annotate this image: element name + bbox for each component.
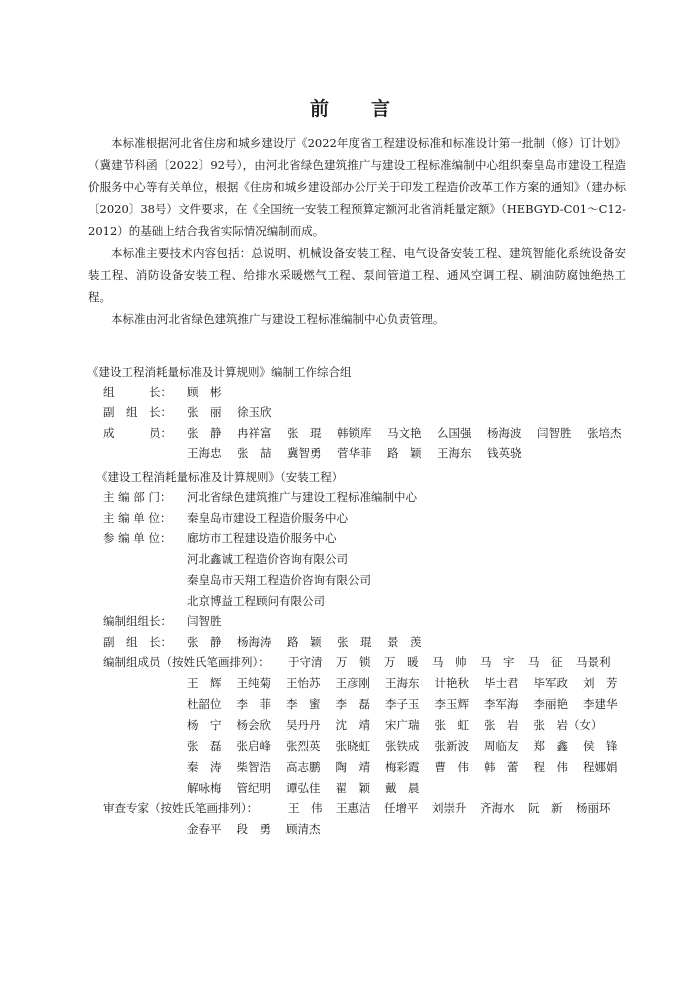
name: 张培杰	[587, 426, 622, 440]
name: 宋广瑞	[385, 718, 420, 732]
partner-4: 北京博益工程顾问有限公司	[187, 594, 325, 608]
name: 张 虹	[434, 718, 469, 732]
group1-heading: 《建设工程消耗量标准及计算规则》编制工作综合组	[87, 365, 352, 379]
name: 马 宇	[480, 655, 515, 669]
name: 李建华	[583, 697, 618, 711]
name: 韩锁库	[337, 426, 372, 440]
name: 王怡苏	[286, 676, 321, 690]
name: 王惠洁	[336, 801, 371, 815]
team-members-row	[187, 738, 633, 754]
name: 李子玉	[385, 697, 420, 711]
name: 李玉辉	[434, 697, 469, 711]
name: 菅华菲	[337, 446, 372, 460]
name: 李 磊	[335, 697, 370, 711]
name: 张铁成	[385, 739, 420, 753]
name: 解咏梅	[187, 781, 222, 795]
name: 张启峰	[236, 739, 271, 753]
name: 马 征	[528, 655, 563, 669]
group1-members-row1	[187, 425, 637, 441]
name: 王海东	[437, 446, 472, 460]
name: 周临友	[484, 739, 519, 753]
partner-2: 河北鑫诚工程造价咨询有限公司	[187, 552, 348, 566]
group1-leader-label: 组 长：	[103, 385, 172, 399]
team-members-row	[187, 717, 603, 733]
name: 张 静	[187, 426, 222, 440]
name: 沈 靖	[335, 718, 370, 732]
chief-dept-label: 主 编 部 门：	[103, 490, 172, 504]
name: 路 颖	[387, 446, 422, 460]
name: 李 蜜	[286, 697, 321, 711]
name: 闫智胜	[537, 426, 572, 440]
name: 程娜娟	[583, 760, 618, 774]
reviewers-label: 审查专家（按姓氏笔画排列）：	[103, 801, 259, 815]
name: 顾清杰	[286, 822, 321, 836]
name: 张 静	[187, 635, 222, 649]
name: 刘 芳	[583, 676, 618, 690]
name: 路 颖	[287, 635, 322, 649]
name: 刘崇升	[432, 801, 467, 815]
name: 李丽艳	[533, 697, 568, 711]
partner-label: 参 编 单 位：	[103, 531, 172, 545]
paragraph-2: 本标准主要技术内容包括：总说明、机械设备安装工程、电气设备安装工程、建筑智能化系统设备安装工程、消防设备安装工程、给排水采暖燃气工程、泵间管道工程、通风空调工程、刷油防腐蚀绝热工程。	[88, 246, 626, 304]
group1-members-label: 成 员：	[103, 426, 172, 440]
name: 张 琨	[337, 635, 372, 649]
name: 梅彩霞	[385, 760, 420, 774]
name: 秦 涛	[187, 760, 222, 774]
name: 杨丽环	[576, 801, 611, 815]
group1-members-row2	[187, 445, 537, 461]
name: 杨海涛	[237, 635, 272, 649]
foreword-body	[88, 132, 626, 330]
team-deputy-label: 副 组 长：	[103, 635, 172, 649]
reviewers-row2	[187, 821, 336, 837]
name: 韩 蕾	[484, 760, 519, 774]
name: 杨会欣	[236, 718, 271, 732]
title-char-2: 言	[371, 98, 391, 120]
name: 么国强	[437, 426, 472, 440]
group1-leader: 顾 彬	[187, 385, 222, 399]
name: 万 暖	[384, 655, 419, 669]
group1-deputy-label: 副 组 长：	[103, 405, 172, 419]
name: 杜韶位	[187, 697, 222, 711]
name: 任增平	[384, 801, 419, 815]
name: 侯 锋	[583, 739, 618, 753]
team-members-row	[187, 759, 633, 775]
name: 马景利	[576, 655, 611, 669]
group2-heading: 《建设工程消耗量标准及计算规则》（安装工程）	[96, 470, 344, 484]
name: 钱英骁	[487, 446, 522, 460]
team-members-first-row	[288, 654, 624, 670]
paragraph-3: 本标准由河北省绿色建筑推广与建设工程标准编制中心负责管理。	[111, 312, 445, 326]
team-leader-label: 编制组组长：	[103, 614, 172, 628]
name: 张烈英	[286, 739, 321, 753]
name: 张 喆	[237, 446, 272, 460]
name: 毕军政	[533, 676, 568, 690]
name: 程 伟	[533, 760, 568, 774]
name: 王 伟	[288, 801, 323, 815]
name: 张 丽	[187, 405, 222, 419]
name: 王纯菊	[236, 676, 271, 690]
name: 徐玉欣	[237, 405, 272, 419]
name: 张 磊	[187, 739, 222, 753]
partner-3: 秦皇岛市天翔工程造价咨询有限公司	[187, 573, 371, 587]
name: 杨 宁	[187, 718, 222, 732]
page-title	[0, 94, 700, 121]
team-members-label: 编制组成员（按姓氏笔画排列）：	[103, 655, 270, 669]
chief-unit-label: 主 编 单 位：	[103, 511, 172, 525]
team-members-row	[187, 696, 633, 712]
name: 王海忠	[187, 446, 222, 460]
name: 冀智勇	[287, 446, 322, 460]
name: 李 菲	[236, 697, 271, 711]
name: 金春平	[187, 822, 222, 836]
name: 柴智浩	[236, 760, 271, 774]
name: 冉祥富	[237, 426, 272, 440]
name: 王 辉	[187, 676, 222, 690]
name: 杨海波	[487, 426, 522, 440]
group1-deputies	[187, 404, 287, 420]
name: 陶 靖	[335, 760, 370, 774]
name: 张 岩	[484, 718, 519, 732]
title-char-1: 前	[309, 98, 329, 120]
name: 段 勇	[236, 822, 271, 836]
name: 阮 新	[528, 801, 563, 815]
name: 戴 晨	[385, 781, 420, 795]
name: 管纪明	[236, 781, 271, 795]
name: 张 岩（女）	[533, 718, 603, 732]
name: 王海东	[385, 676, 420, 690]
paragraph-1: 本标准根据河北省住房和城乡建设厅《2022年度省工程建设标准和标准设计第一批制（修）订计划》（冀建节科函〔2022〕92号），由河北省绿色建筑推广与建设工程标准编制中心组织秦皇岛市建设工程造价服务中心等有关单位，根据《住房和城乡建设部办公厅关于印发工程造价改革工作方案的通知》（建办标〔2020〕38号）文件要求，在《全国统一安装工程预算定额河北省消耗量定额》（HEBGYD-C01～C12-2012）的基础上结合我省实际情况编制而成。	[88, 136, 626, 238]
name: 李军海	[484, 697, 519, 711]
name: 毕士君	[484, 676, 519, 690]
chief-dept: 河北省绿色建筑推广与建设工程标准编制中心	[187, 490, 417, 504]
chief-unit: 秦皇岛市建设工程造价服务中心	[187, 511, 348, 525]
name: 于守清	[288, 655, 323, 669]
name: 翟 颖	[335, 781, 370, 795]
partner-1: 廊坊市工程建设造价服务中心	[187, 531, 337, 545]
team-members-row	[187, 675, 633, 691]
name: 谭弘佳	[286, 781, 321, 795]
name: 王彦刚	[335, 676, 370, 690]
name: 齐海水	[480, 801, 515, 815]
name: 张新波	[434, 739, 469, 753]
name: 马文艳	[387, 426, 422, 440]
team-members-row	[187, 780, 435, 796]
name: 曹 伟	[434, 760, 469, 774]
name: 张晓虹	[335, 739, 370, 753]
name: 计艳秋	[434, 676, 469, 690]
name: 张 琨	[287, 426, 322, 440]
name: 郑 鑫	[533, 739, 568, 753]
team-deputies	[187, 634, 437, 650]
team-leader: 闫智胜	[187, 614, 222, 628]
reviewers-first-row	[288, 800, 624, 816]
name: 吴丹丹	[286, 718, 321, 732]
name: 景 羡	[387, 635, 422, 649]
name: 万 锁	[336, 655, 371, 669]
name: 高志鹏	[286, 760, 321, 774]
name: 马 帅	[432, 655, 467, 669]
